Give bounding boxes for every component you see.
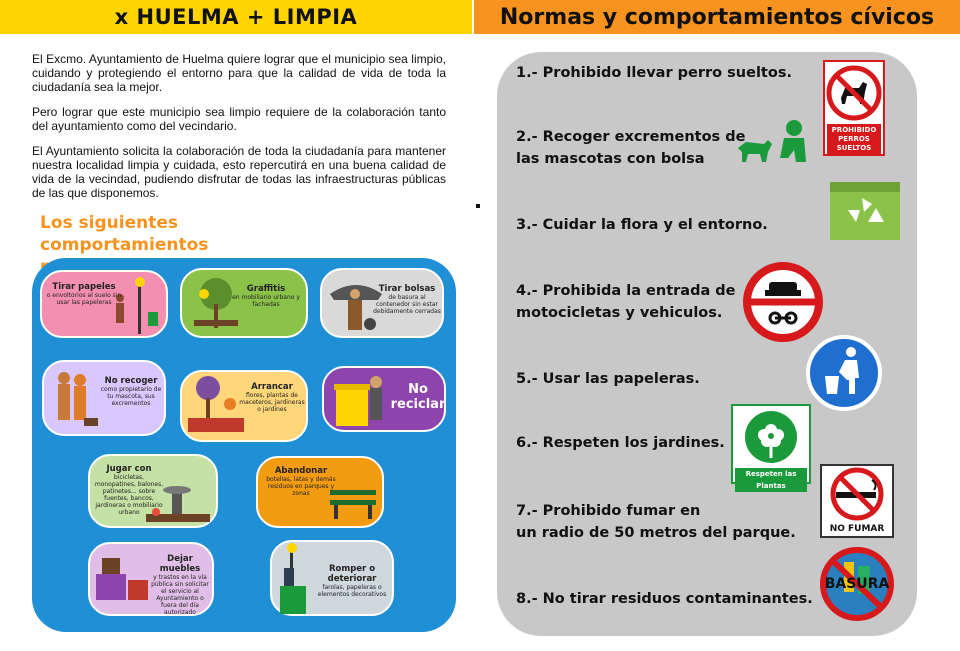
behaviour-bubble-vandalism [270,540,394,616]
behaviour-text: en mobiliario urbano y fachadas [232,294,300,308]
behaviour-title: Dejar muebles [159,554,201,574]
norm-line: 2.- Recoger excrementos de [516,129,746,145]
behaviour-text: farolas, papeleras o elementos decorativos [317,584,387,598]
recycle-box-icon [826,178,904,244]
behaviour-bubble-litter [40,270,168,338]
behaviour-title: Tirar papeles [52,282,116,292]
dog-owner-illustration-icon [48,364,102,436]
vandalism-illustration-icon [274,542,314,616]
norm-line: las mascotas con bolsa [516,151,705,167]
right-header [474,0,960,34]
behaviour-title: Romper o deteriorar [327,564,377,584]
norm-line: un radio de 50 metros del parque. [516,525,796,541]
intro-paragraph-2: Pero lograr que este municipio sea limpio requiere de la colaboración tanto del ayuntamiento como del vecindario. [32,105,446,133]
norm-7 [516,500,796,544]
behaviour-bubble-bags [320,268,444,338]
no-garbage-label: BASURA [824,576,890,592]
left-header-title: x HUELMA + LIMPIA [114,5,358,29]
no-vehicles-sign-icon [743,262,823,342]
behaviour-bubble-flowers [180,370,308,442]
behaviour-title: Graffitis [246,284,286,294]
behaviour-title: Abandonar [274,466,328,476]
behaviour-bubble-play [88,454,218,528]
norm-line: motocicletas y vehiculos. [516,305,723,321]
norm-line: 7.- Prohibido fumar en [516,503,701,519]
norm-5 [516,368,700,390]
no-garbage-sign [818,542,896,626]
respect-plants-label: Respeten las Plantas [735,468,807,492]
no-smoking-icon [822,466,892,522]
behaviour-text: de basura al contenedor sin estar debidamente cerradas [373,294,441,315]
norm-line: 8.- No tirar residuos contaminantes. [516,591,813,607]
behaviour-title: Arrancar [251,382,293,392]
no-dogs-label: PROHIBIDO PERROS SUELTOS [827,124,881,155]
norm-line: 1.- Prohibido llevar perro sueltos. [516,65,792,81]
behaviour-text: bicicletas, monopatines, balones, patinetes... sobre fuentes, bancos, jardineras o mobiliario urbano [94,474,164,516]
norm-line: 6.- Respeten los jardines. [516,435,725,451]
behaviour-bubble-graffiti [180,268,308,338]
norm-6 [516,432,725,454]
norm-3 [516,214,768,236]
norm-2 [516,126,745,170]
behaviour-bubble-furniture [88,542,214,616]
right-header-title: Normas y comportamientos cívicos [499,4,935,30]
behaviour-title: Tirar bolsas [378,284,436,294]
sanction-title-line-1: Los siguientes comportamientos [40,213,209,255]
norm-line: 4.- Prohibida la entrada de [516,283,736,299]
no-smoking-sign [820,464,894,538]
recycle-bin-illustration-icon [326,370,392,432]
norm-line: 3.- Cuidar la flora y el entorno. [516,217,768,233]
use-bins-sign-icon [805,334,883,412]
behaviour-text: como propietario de tu mascota, sus excrementos [100,386,162,407]
intro-paragraph-3: El Ayuntamiento solicita la colaboración de toda la ciudadanía para mantener nuestra localidad limpia y cuidada, esto repercutirá en una buena calidad de vida de la vecindad, pudiendo disfrutar de todas las infraestructuras públicas de las que disponemos. [32,144,446,200]
behaviour-text: botellas, latas y demás residuos en parques y zonas [266,476,336,497]
separator-dot [476,204,480,208]
no-dog-icon [825,64,883,122]
flower-icon [733,408,809,466]
pick-up-dog-waste-icon [734,118,814,174]
behaviour-text: flores, plantas de maceteros, jardineras o jardines [239,392,305,413]
respect-plants-sign [731,404,811,490]
behaviour-title: No recoger [104,376,158,386]
left-header [0,0,472,34]
norm-line: 5.- Usar las papeleras. [516,371,700,387]
furniture-illustration-icon [92,554,152,614]
norm-1 [516,62,792,84]
behaviour-title: No reciclar [390,382,446,412]
intro-text [32,52,446,211]
behaviour-bubble-recycle [322,366,446,432]
behaviour-bubble-dog-waste [42,360,166,436]
norm-4 [516,280,736,324]
behaviour-title: Jugar con [106,464,152,474]
intro-paragraph-1: El Excmo. Ayuntamiento de Huelma quiere lograr que el municipio sea limpio, cuidando y protegiendo el entorno para que la calidad de vida de toda la ciudadanía sea la mejor. [32,52,446,94]
norm-8 [516,588,813,610]
behaviour-bubble-abandon [256,456,384,528]
no-dogs-sign [823,60,885,156]
behaviour-text: o envoltorios al suelo sin usar las papeleras [46,292,122,306]
behaviour-text: y trastos en la vía pública sin solicitar el servicio al Ayuntamiento o fuera del día autorizado [151,574,209,616]
no-smoking-label: NO FUMAR [829,524,885,534]
